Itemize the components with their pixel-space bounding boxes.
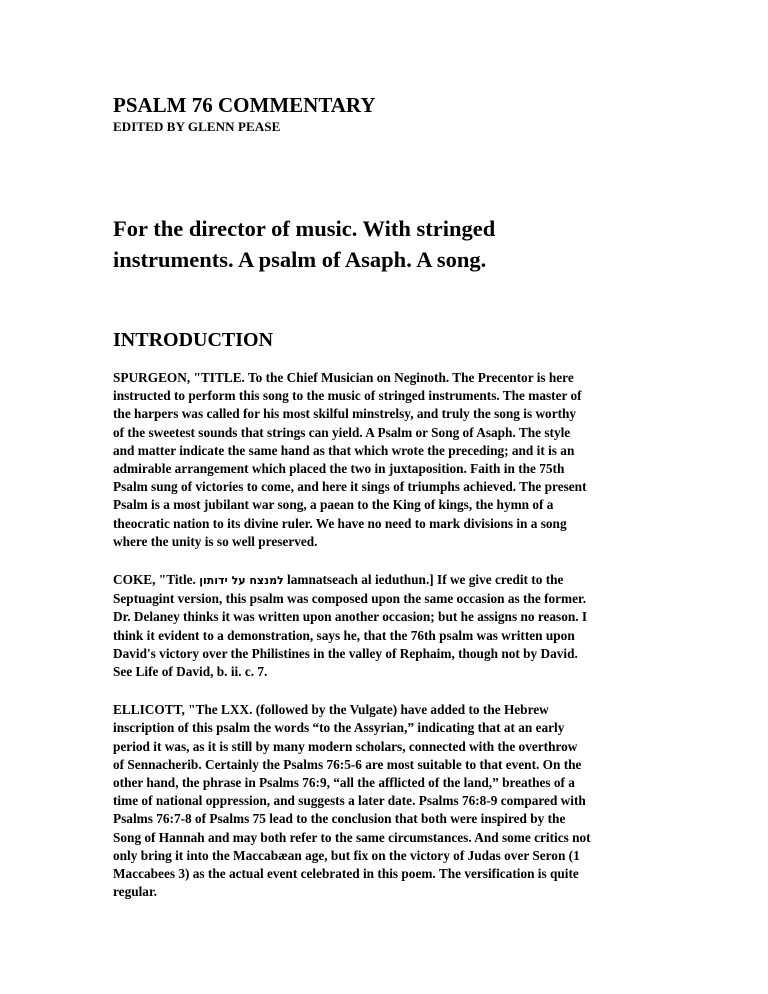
paragraph-line: other hand, the phrase in Psalms 76:9, “all the afflicted of the land,” breathes of a bbox=[113, 775, 575, 791]
paragraph-line: think it evident to a demonstration, says he, that the 76th psalm was written upon bbox=[113, 627, 575, 643]
paragraph-line: and matter indicate the same hand as that which wrote the preceding; and it is an bbox=[113, 442, 575, 458]
paragraph-line: of Sennacherib. Certainly the Psalms 76:5-6 are most suitable to that event. On the bbox=[113, 756, 582, 772]
paragraph-line: the harpers was called for his most skilful minstrelsy, and truly the song is worthy bbox=[113, 406, 577, 422]
paragraph-line: instructed to perform this song to the music of stringed instruments. The master of bbox=[113, 388, 582, 404]
paragraph-line: of the sweetest sounds that strings can yield. A Psalm or Song of Asaph. The style bbox=[113, 424, 571, 440]
coke-prefix: COKE, "Title. bbox=[113, 572, 200, 588]
paragraph-line bbox=[113, 571, 658, 590]
paragraph-line: Maccabees 3) as the actual event celebrated in this poem. The versification is quite bbox=[113, 866, 579, 882]
paragraph-line: David's victory over the Philistines in the valley of Rephaim, though not by David. bbox=[113, 645, 578, 661]
paragraph-line: Song of Hannah and may both refer to the same circumstances. And some critics not bbox=[113, 829, 591, 845]
ellicott-paragraph bbox=[113, 701, 658, 901]
paragraph-line: time of national oppression, and suggests a later date. Psalms 76:8-9 compared with bbox=[113, 793, 586, 809]
paragraph-line: admirable arrangement which placed the two in juxtaposition. Faith in the 75th bbox=[113, 461, 565, 477]
paragraph-line: inscription of this psalm the words “to the Assyrian,” indicating that at an early bbox=[113, 720, 565, 736]
psalm-heading bbox=[113, 213, 658, 275]
paragraph-line: SPURGEON, "TITLE. To the Chief Musician on Neginoth. The Precentor is here bbox=[113, 370, 574, 385]
document-subtitle: EDITED BY GLENN PEASE bbox=[113, 119, 281, 134]
paragraph-line: Psalms 76:7-8 of Psalms 75 lead to the conclusion that both were inspired by the bbox=[113, 811, 566, 827]
paragraph-line: ELLICOTT, "The LXX. (followed by the Vulgate) have added to the Hebrew bbox=[113, 702, 549, 718]
paragraph-line: Dr. Delaney thinks it was written upon another occasion; but he assigns no reason. I bbox=[113, 609, 588, 625]
paragraph-line: theocratic nation to its divine ruler. We have no need to mark divisions in a song bbox=[113, 515, 567, 531]
section-heading: INTRODUCTION bbox=[113, 329, 274, 351]
psalm-heading-line: For the director of music. With stringed bbox=[113, 216, 496, 241]
spurgeon-paragraph bbox=[113, 369, 658, 551]
coke-paragraph bbox=[113, 571, 658, 681]
paragraph-line: Septuagint version, this psalm was composed upon the same occasion as the former. bbox=[113, 591, 587, 607]
paragraph-line: regular. bbox=[113, 884, 157, 900]
hebrew-text: למנצח על ידותון bbox=[199, 574, 284, 588]
document-page bbox=[113, 92, 658, 901]
paragraph-line: period it was, as it is still by many modern scholars, connected with the overthrow bbox=[113, 738, 578, 754]
paragraph-line: only bring it into the Maccabæan age, but fix on the victory of Judas over Seron (1 bbox=[113, 847, 580, 863]
paragraph-line: See Life of David, b. ii. c. 7. bbox=[113, 664, 268, 680]
paragraph-line: Psalm is a most jubilant war song, a paean to the King of kings, the hymn of a bbox=[113, 497, 554, 513]
psalm-heading-line: instruments. A psalm of Asaph. A song. bbox=[113, 247, 487, 272]
paragraph-line: where the unity is so well preserved. bbox=[113, 533, 318, 549]
paragraph-line: Psalm sung of victories to come, and here it sings of triumphs achieved. The present bbox=[113, 479, 587, 495]
coke-suffix: lamnatseach al ieduthun.] If we give credit to the bbox=[283, 572, 564, 588]
document-title: PSALM 76 COMMENTARY bbox=[113, 93, 376, 117]
